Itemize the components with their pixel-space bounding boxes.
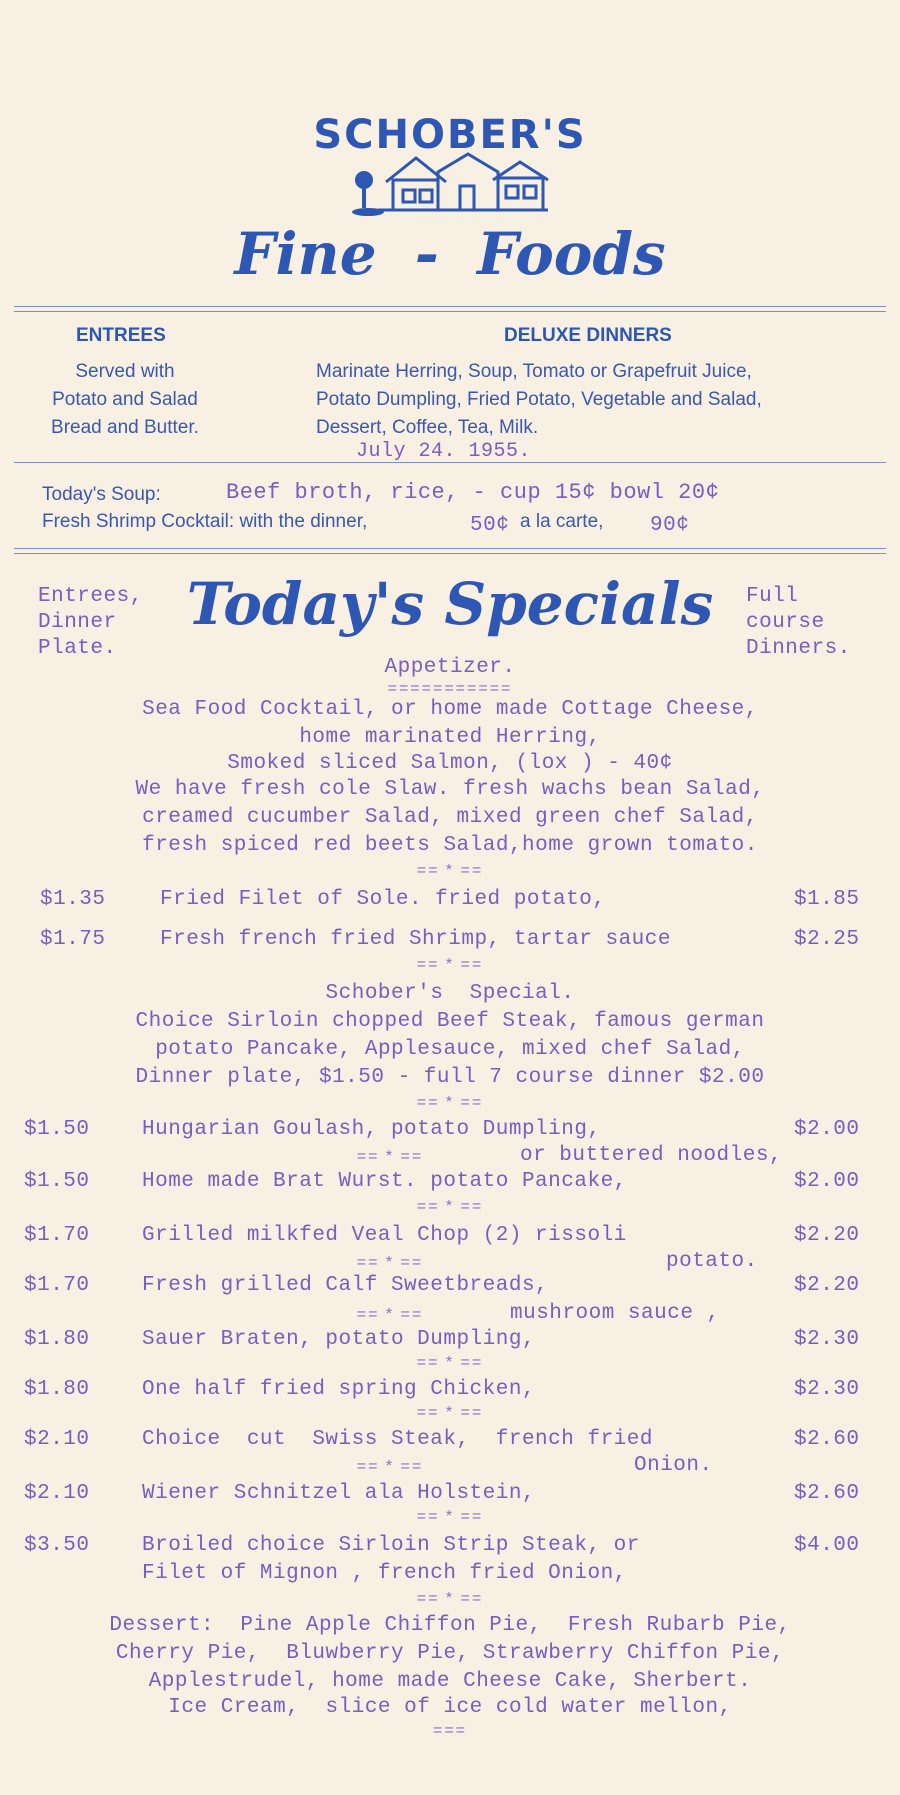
- item-dinner-price: $1.80: [24, 1328, 90, 1351]
- appetizer-line: Smoked sliced Salmon, (lox ) - 40¢: [227, 752, 673, 775]
- dessert-line: Applestrudel, home made Cheese Cake, Sherbert.: [148, 1670, 752, 1693]
- item-description: Hungarian Goulash, potato Dumpling,: [142, 1118, 601, 1141]
- item-description: Broiled choice Sirloin Strip Steak, or: [142, 1534, 640, 1557]
- item-description: Wiener Schnitzel ala Holstein,: [142, 1482, 536, 1505]
- separator: == * ==: [416, 1354, 484, 1371]
- item-description: One half fried spring Chicken,: [142, 1378, 536, 1401]
- shrimp-label: Fresh Shrimp Cocktail: with the dinner,: [42, 511, 368, 532]
- item-dinner-price: $1.35: [40, 888, 106, 911]
- separator: ===========: [387, 680, 513, 697]
- item-dinner-price: $3.50: [24, 1534, 90, 1557]
- special-line: Dinner plate, $1.50 - full 7 course dinner $2.00: [135, 1066, 765, 1089]
- item-dinner-price: $1.50: [24, 1170, 90, 1193]
- item-dinner-price: $1.75: [40, 928, 106, 951]
- separator: == * ==: [416, 1404, 484, 1421]
- separator: == * ==: [416, 1508, 484, 1525]
- note-line: Dinners.: [746, 637, 851, 660]
- item-extra: potato.: [666, 1250, 758, 1273]
- item-extra: Onion.: [634, 1454, 713, 1477]
- entrees-line: Bread and Butter.: [51, 417, 199, 438]
- dessert-line: Ice Cream, slice of ice cold water mellon,: [168, 1696, 732, 1719]
- item-full-price: $2.00: [794, 1170, 860, 1193]
- special-line: potato Pancake, Applesauce, mixed chef Salad,: [155, 1038, 745, 1061]
- special-line: Choice Sirloin chopped Beef Steak, famous german: [135, 1010, 765, 1033]
- soup-value: Beef broth, rice, - cup 15¢ bowl 20¢: [226, 480, 720, 505]
- deluxe-dinners-title: DELUXE DINNERS: [504, 325, 672, 346]
- special-title: Schober's Special.: [325, 982, 575, 1005]
- item-extra: or buttered noodles,: [520, 1144, 783, 1167]
- divider: [14, 553, 886, 554]
- shrimp-dinner-price: 50¢: [470, 514, 510, 537]
- item-description: Sauer Braten, potato Dumpling,: [142, 1328, 536, 1351]
- deluxe-dinners-description: [316, 358, 896, 442]
- note-line: course: [746, 611, 825, 634]
- entrees-title: ENTREES: [76, 325, 166, 346]
- separator: == * ==: [356, 1148, 424, 1165]
- item-dinner-price: $1.50: [24, 1118, 90, 1141]
- item-full-price: $2.00: [794, 1118, 860, 1141]
- item-full-price: $2.30: [794, 1378, 860, 1401]
- appetizer-line: We have fresh cole Slaw. fresh wachs bean Salad,: [135, 778, 765, 801]
- appetizer-line: Sea Food Cocktail, or home made Cottage Cheese,: [142, 698, 758, 721]
- item-full-price: $2.60: [794, 1428, 860, 1451]
- note-line: Full: [746, 585, 799, 608]
- item-extra: Filet of Mignon , french fried Onion,: [142, 1562, 627, 1585]
- separator: == * ==: [356, 1458, 424, 1475]
- item-description: Fresh french fried Shrimp, tartar sauce: [160, 928, 671, 951]
- item-description: Choice cut Swiss Steak, french fried: [142, 1428, 653, 1451]
- item-dinner-price: $1.80: [24, 1378, 90, 1401]
- item-description: Home made Brat Wurst. potato Pancake,: [142, 1170, 627, 1193]
- deluxe-line: Dessert, Coffee, Tea, Milk.: [316, 417, 539, 438]
- entrees-line: Potato and Salad: [52, 389, 198, 410]
- divider: [14, 462, 886, 463]
- deluxe-line: Potato Dumpling, Fried Potato, Vegetable and Salad,: [316, 389, 762, 410]
- divider: [14, 311, 886, 312]
- soup-label: Today's Soup:: [42, 484, 161, 505]
- item-dinner-price: $1.70: [24, 1274, 90, 1297]
- note-line: Plate.: [38, 637, 117, 660]
- separator: == * ==: [416, 1094, 484, 1111]
- divider: [14, 306, 886, 307]
- item-dinner-price: $2.10: [24, 1482, 90, 1505]
- divider: [14, 548, 886, 549]
- item-description: Grilled milkfed Veal Chop (2) rissoli: [142, 1224, 627, 1247]
- appetizer-line: fresh spiced red beets Salad,home grown tomato.: [142, 834, 758, 857]
- deluxe-line: Marinate Herring, Soup, Tomato or Grapefruit Juice,: [316, 361, 752, 382]
- separator: ===: [432, 1722, 468, 1739]
- separator: == * ==: [356, 1306, 424, 1323]
- appetizer-title: Appetizer.: [384, 656, 516, 679]
- separator: == * ==: [356, 1254, 424, 1271]
- note-line: Entrees,: [38, 585, 143, 608]
- separator: == * ==: [416, 1590, 484, 1607]
- item-dinner-price: $1.70: [24, 1224, 90, 1247]
- item-dinner-price: $2.10: [24, 1428, 90, 1451]
- shrimp-carte-price: 90¢: [650, 514, 690, 537]
- item-extra: mushroom sauce ,: [510, 1302, 720, 1325]
- dessert-line: Cherry Pie, Bluwberry Pie, Strawberry Chiffon Pie,: [115, 1642, 785, 1665]
- item-full-price: $2.25: [794, 928, 860, 951]
- item-description: Fried Filet of Sole. fried potato,: [160, 888, 606, 911]
- restaurant-name: SCHOBER'S: [313, 112, 587, 158]
- house-logo-icon: [348, 150, 566, 218]
- dessert-line: Dessert: Pine Apple Chiffon Pie, Fresh Rubarb Pie,: [109, 1614, 791, 1637]
- separator: == * ==: [416, 1198, 484, 1215]
- item-full-price: $4.00: [794, 1534, 860, 1557]
- item-full-price: $2.60: [794, 1482, 860, 1505]
- item-full-price: $2.30: [794, 1328, 860, 1351]
- todays-specials-title: Today's Specials: [186, 570, 714, 638]
- menu-date: July 24. 1955.: [356, 440, 532, 463]
- separator: == * ==: [416, 862, 484, 879]
- item-full-price: $2.20: [794, 1224, 860, 1247]
- item-description: Fresh grilled Calf Sweetbreads,: [142, 1274, 549, 1297]
- note-line: Dinner: [38, 611, 117, 634]
- entrees-description: [30, 358, 220, 442]
- specials-right-note: [746, 584, 851, 662]
- tagline: Fine - Foods: [234, 220, 666, 288]
- separator: == * ==: [416, 956, 484, 973]
- shrimp-carte-label: a la carte,: [520, 511, 604, 532]
- item-full-price: $1.85: [794, 888, 860, 911]
- entrees-line: Served with: [75, 361, 175, 382]
- menu-header: [0, 0, 900, 300]
- appetizer-line: home marinated Herring,: [299, 726, 601, 749]
- appetizer-line: creamed cucumber Salad, mixed green chef Salad,: [142, 806, 758, 829]
- item-full-price: $2.20: [794, 1274, 860, 1297]
